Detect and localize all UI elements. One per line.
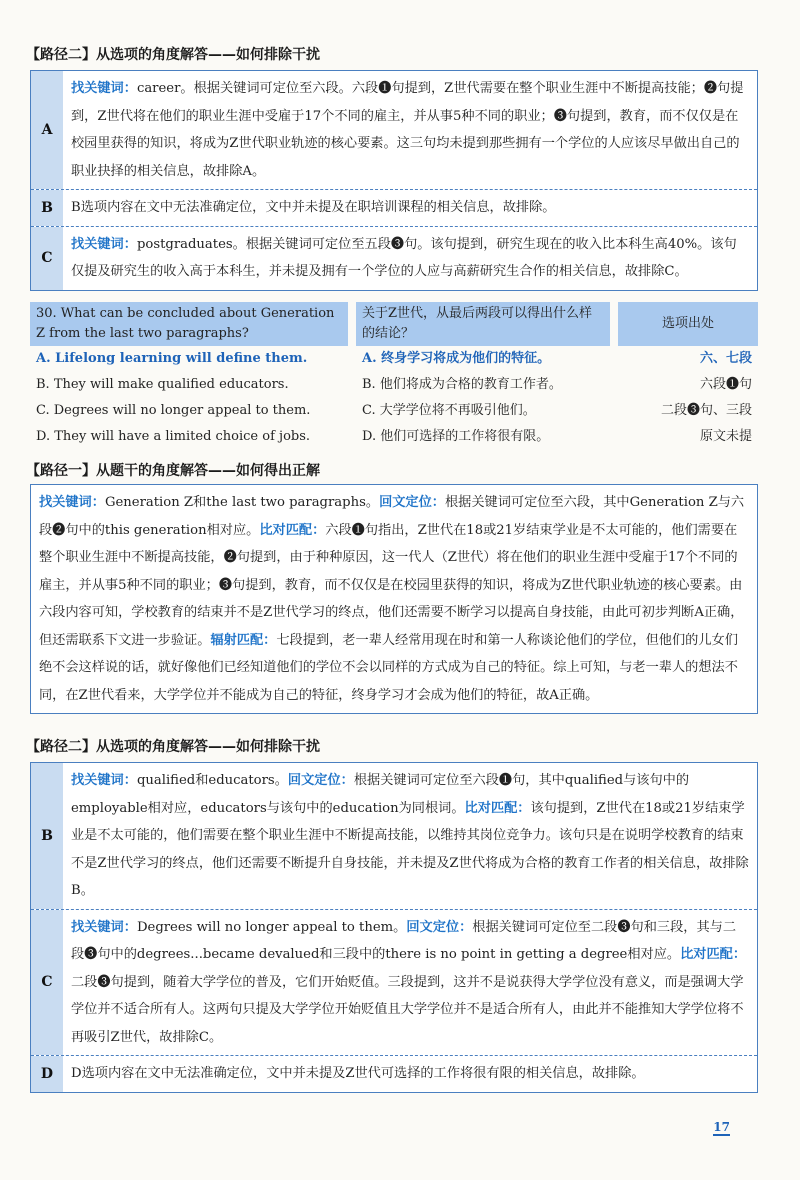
label-match: 比对匹配： (680, 947, 747, 962)
options-cn (362, 346, 562, 450)
locate-text: 根据关键词可定位至二段❸句和三段，其与二段❸句中的degrees...became devalued和三段中的there is no point in getting a degree相对应。 (71, 919, 737, 962)
option-analysis: D选项内容在文中无法准确定位，文中并未提及Z世代可选择的工作将很有限的相关信息，故排除。 (71, 1066, 645, 1081)
label-locate: 回文定位： (406, 919, 473, 935)
option-letter: C (31, 910, 63, 1056)
source-C: 二段❸句、三段 (660, 403, 752, 418)
option-letter: B (31, 190, 63, 226)
option-cn-D: D. 他们可选择的工作将很有限。 (362, 429, 550, 444)
label-find: 找关键词： (39, 495, 105, 510)
option-cn-A: A. 终身学习将成为他们的特征。 (362, 351, 551, 366)
locate-text: 根据关键词可定位至六段❶句，其中qualified与该句中的employable相对应，educators与该句中的education为同根词。 (71, 773, 690, 816)
label-find: 找关键词： (71, 236, 137, 252)
option-letter: B (31, 763, 63, 909)
section-header-path2: 【路径二】从选项的角度解答——如何排除干扰 (26, 47, 320, 63)
path1-match: 六段❶句指出，Z世代在18或21岁结束学业是不太可能的，他们需要在整个职业生涯中不断提高技能，❷句提到，由于种种原因，这一代人（Z世代）将在他们的职业生涯中受雇于17个不同的雇主，并从事5种不同的职业；❸句提到，教育，而不仅仅是在校园里获得的知识，将成为Z世代职业轨迹的核心要素。由六段内容可知，学校教育的结束并不是Z世代学习的终点，他们还需要不断学习以提高自身技能，由此可初步判断A正确，但还需联系下文进一步验证。 (39, 522, 744, 648)
option-cn-B: B. 他们将成为合格的教育工作者。 (362, 377, 562, 392)
options-en (36, 346, 310, 450)
option-letter: C (31, 227, 63, 290)
label-locate: 回文定位： (287, 773, 354, 788)
match-text: 二段❸句提到，随着大学学位的普及，它们开始贬值。三段提到，这并不是说获得大学学位没有意义，而是强调大学学位并不适合所有人。这两句只提及大学学位开始贬值且大学学位并不是适合所有人，由此并不能推知大学学位将不再吸引Z世代，故排除C。 (71, 974, 744, 1045)
option-row-D (31, 1056, 757, 1092)
match-text: 该句提到，Z世代在18或21岁结束学业是不太可能的，他们需要在整个职业生涯中不断提高技能，以维持其岗位竞争力。该句只是在说明学校教育的结束不是Z世代学习的终点，他们还需要不断提升自身技能，并未提及Z世代将成为合格的教育工作者的相关信息，故排除B。 (71, 800, 749, 898)
option-en-B: B. They will make qualified educators. (36, 377, 289, 392)
option-analysis: postgraduates。根据关键词可定位至五段❸句。该句提到，研究生现在的收入比本科生高40%。该句仅提及研究生的收入高于本科生，并未提及拥有一个学位的人应与高薪研究生合作的相关信息，故排除C。 (71, 236, 737, 279)
option-sources (661, 346, 752, 450)
option-en-A: A. Lifelong learning will define them. (36, 351, 308, 366)
find-text: Degrees will no longer appeal to them。 (136, 919, 407, 935)
option-en-C: C. Degrees will no longer appeal to them. (36, 403, 311, 418)
analysis-box-1 (30, 70, 758, 291)
find-text: qualified和educators。 (136, 773, 288, 788)
path1-radiate: 七段提到，老一辈人经常用现在时和第一人称谈论他们的学位，但他们的儿女们绝不会这样说的话，就好像他们已经知道他们的学位不会以同样的方式成为自己的特征。综上可知，与老一辈人的想法不同，在Z世代看来，大学学位并不能成为自己的特征，终身学习才会成为他们的特征，故A正确。 (39, 632, 738, 703)
option-row-C (31, 910, 757, 1057)
label-find: 找关键词： (71, 773, 137, 788)
section-header-path2-b: 【路径二】从选项的角度解答——如何排除干扰 (26, 739, 320, 755)
option-analysis: career。根据关键词可定位至六段。六段❶句提到，Z世代需要在整个职业生涯中不断提高技能；❷句提到，Z世代将在他们的职业生涯中受雇于17个不同的雇主，并从事5种不同的职业；❸句提到，教育，而不仅仅是在校园里获得的知识，将成为Z世代职业轨迹的核心要素。这三句均未提到那些拥有一个学位的人应该尽早做出自己的职业抉择的相关信息，故排除A。 (71, 81, 744, 179)
page-number: 17 (713, 1120, 730, 1134)
label-find: 找关键词： (71, 919, 137, 935)
path1-find: Generation Z和the last two paragraphs。 (104, 495, 380, 510)
label-match: 比对匹配： (259, 522, 326, 538)
source-D: 原文未提 (699, 429, 752, 444)
label-locate: 回文定位： (379, 495, 445, 510)
question-cn: 关于Z世代，从最后两段可以得出什么样的结论？ (356, 302, 610, 346)
option-letter: A (31, 71, 63, 189)
option-cn-C: C. 大学学位将不再吸引他们。 (362, 403, 536, 418)
source-A: 六、七段 (699, 351, 752, 366)
path1-locate: 根据关键词可定位至六段，其中Generation Z与六段❷句中的this generation相对应。 (39, 495, 745, 538)
option-row-B (31, 763, 757, 910)
label-find: 找关键词： (71, 81, 137, 96)
option-row-A (31, 71, 757, 190)
label-radiate: 辐射匹配： (210, 632, 277, 648)
analysis-box-3 (30, 762, 758, 1093)
source-header: 选项出处 (618, 302, 758, 346)
section-header-path1: 【路径一】从题干的角度解答——如何得出正解 (26, 463, 320, 479)
option-letter: D (31, 1056, 63, 1092)
analysis-box-path1 (30, 484, 758, 714)
option-row-B (31, 190, 757, 227)
option-row-C (31, 227, 757, 290)
source-B: 六段❶句 (699, 377, 752, 392)
option-en-D: D. They will have a limited choice of jobs. (36, 429, 311, 444)
option-analysis: B选项内容在文中无法准确定位，文中并未提及在职培训课程的相关信息，故排除。 (71, 200, 556, 215)
label-match: 比对匹配： (464, 800, 531, 816)
question-en: 30. What can be concluded about Generation Z from the last two paragraphs? (30, 302, 348, 346)
